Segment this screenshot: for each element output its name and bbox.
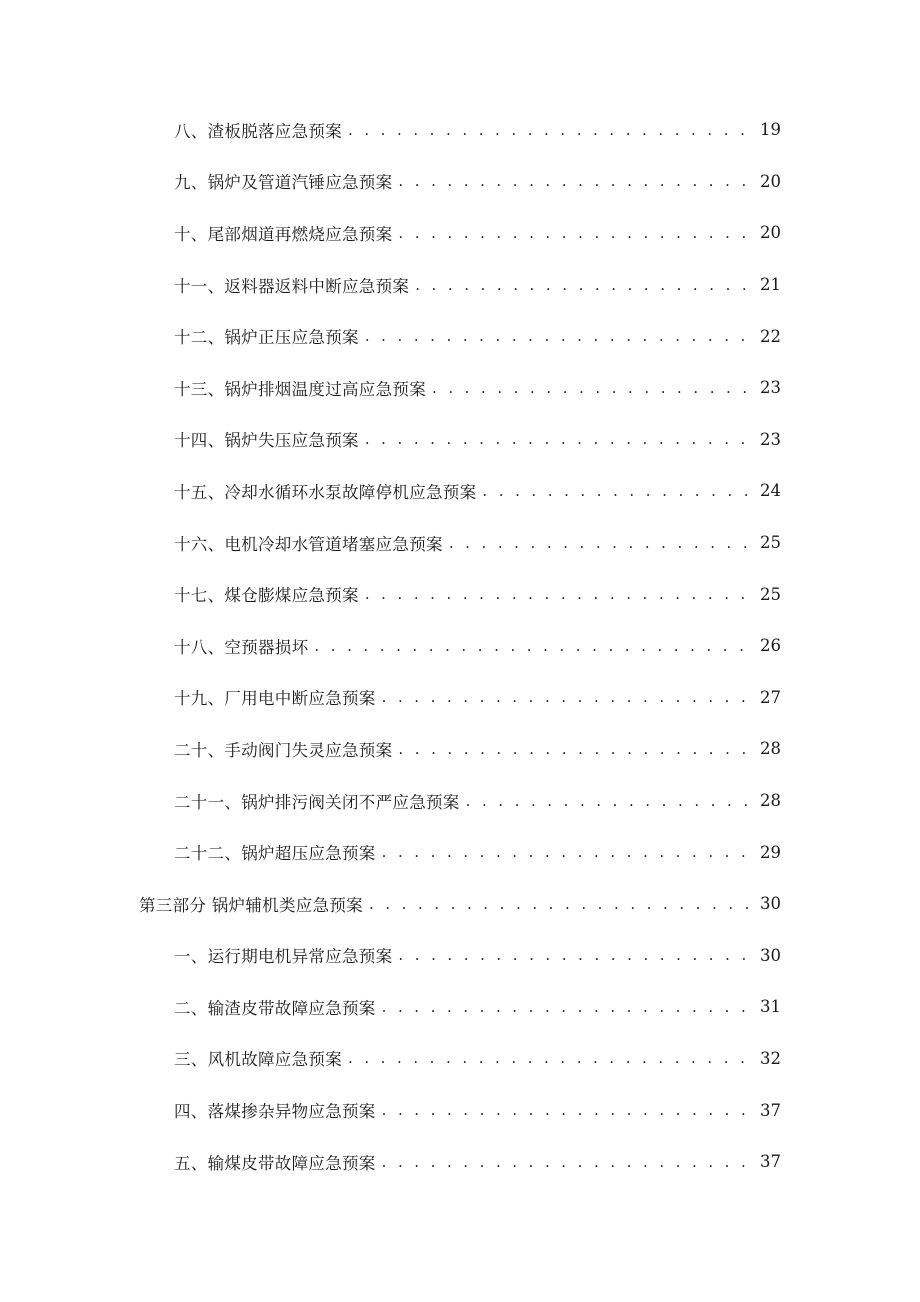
toc-entry-title: 九、锅炉及管道汽锤应急预案 — [174, 173, 393, 193]
toc-entry-title: 二十二、锅炉超压应急预案 — [174, 844, 376, 864]
toc-page-number: 23 — [760, 378, 781, 398]
toc-entry-title: 十七、煤仓膨煤应急预案 — [174, 586, 359, 606]
toc-entry[interactable] — [0, 104, 920, 156]
toc-page-number: 30 — [760, 945, 781, 965]
toc-entry[interactable] — [0, 362, 920, 414]
toc-entry-title: 十九、厂用电中断应急预案 — [174, 689, 376, 709]
toc-page-number: 26 — [760, 636, 781, 656]
toc-page-number: 28 — [760, 739, 781, 759]
toc-entry[interactable] — [0, 259, 920, 311]
toc-entry[interactable] — [0, 723, 920, 775]
toc-page-number: 20 — [760, 223, 781, 243]
toc-dot-leader — [415, 276, 754, 294]
toc-entry-title: 十二、锅炉正压应急预案 — [174, 328, 359, 348]
toc-dot-leader — [369, 895, 754, 913]
toc-entry-title: 十三、锅炉排烟温度过高应急预案 — [174, 379, 426, 399]
toc-dot-leader — [466, 792, 754, 810]
toc-dot-leader — [382, 1101, 754, 1119]
toc-entry-title: 十、尾部烟道再燃烧应急预案 — [174, 224, 393, 244]
toc-dot-leader — [348, 1049, 754, 1067]
toc-page-number: 24 — [760, 481, 781, 501]
toc-entry-title: 五、输煤皮带故障应急预案 — [174, 1153, 376, 1173]
toc-page-number: 21 — [760, 275, 781, 295]
table-of-contents — [0, 104, 920, 1187]
toc-page-number: 25 — [760, 584, 781, 604]
toc-page-number: 31 — [760, 997, 781, 1017]
toc-entry[interactable] — [0, 672, 920, 724]
toc-dot-leader — [365, 327, 754, 345]
toc-page-number: 25 — [760, 533, 781, 553]
toc-section-heading[interactable] — [0, 878, 920, 930]
toc-page-number: 28 — [760, 791, 781, 811]
toc-entry[interactable] — [0, 1084, 920, 1136]
toc-entry-title: 十八、空预器损坏 — [174, 637, 309, 657]
toc-page-number: 30 — [760, 894, 781, 914]
toc-entry-title: 二、输渣皮带故障应急预案 — [174, 998, 376, 1018]
toc-entry-title: 二十、手动阀门失灵应急预案 — [174, 740, 393, 760]
toc-dot-leader — [432, 379, 754, 397]
toc-entry[interactable] — [0, 414, 920, 466]
toc-dot-leader — [382, 998, 754, 1016]
toc-page-number: 29 — [760, 842, 781, 862]
toc-entry[interactable] — [0, 1136, 920, 1188]
toc-page-number: 37 — [760, 1152, 781, 1172]
toc-entry-title: 八、渣板脱落应急预案 — [174, 121, 342, 141]
toc-page-number: 20 — [760, 171, 781, 191]
toc-entry-title: 十六、电机冷却水管道堵塞应急预案 — [174, 534, 443, 554]
toc-entry-title: 十五、冷却水循环水泵故障停机应急预案 — [174, 482, 477, 502]
toc-dot-leader — [314, 637, 754, 655]
toc-dot-leader — [365, 585, 754, 603]
toc-entry-title: 二十一、锅炉排污阀关闭不严应急预案 — [174, 792, 460, 812]
toc-entry[interactable] — [0, 517, 920, 569]
toc-page-number: 27 — [760, 687, 781, 707]
toc-entry-title: 四、落煤掺杂异物应急预案 — [174, 1102, 376, 1122]
toc-dot-leader — [382, 688, 754, 706]
toc-dot-leader — [449, 534, 754, 552]
toc-entry[interactable] — [0, 930, 920, 982]
toc-entry[interactable] — [0, 826, 920, 878]
toc-dot-leader — [398, 946, 754, 964]
toc-entry[interactable] — [0, 981, 920, 1033]
toc-entry-title: 三、风机故障应急预案 — [174, 1050, 342, 1070]
toc-entry-title: 一、运行期电机异常应急预案 — [174, 947, 393, 967]
toc-entry[interactable] — [0, 775, 920, 827]
toc-dot-leader — [398, 224, 754, 242]
toc-dot-leader — [382, 1153, 754, 1171]
toc-page-number: 22 — [760, 326, 781, 346]
toc-page-number: 37 — [760, 1100, 781, 1120]
toc-page-number: 32 — [760, 1048, 781, 1068]
toc-page-number: 23 — [760, 429, 781, 449]
toc-entry-title: 第三部分 锅炉辅机类应急预案 — [139, 895, 363, 915]
toc-page-number: 19 — [760, 120, 781, 140]
toc-entry[interactable] — [0, 1033, 920, 1085]
toc-dot-leader — [365, 430, 754, 448]
toc-entry-title: 十一、返料器返料中断应急预案 — [174, 276, 410, 296]
toc-entry[interactable] — [0, 310, 920, 362]
toc-entry[interactable] — [0, 156, 920, 208]
toc-dot-leader — [482, 482, 754, 500]
toc-entry[interactable] — [0, 620, 920, 672]
toc-entry[interactable] — [0, 465, 920, 517]
toc-entry[interactable] — [0, 207, 920, 259]
toc-dot-leader — [348, 121, 754, 139]
toc-entry-title: 十四、锅炉失压应急预案 — [174, 431, 359, 451]
toc-entry[interactable] — [0, 568, 920, 620]
toc-dot-leader — [382, 843, 754, 861]
toc-dot-leader — [398, 740, 754, 758]
toc-dot-leader — [398, 172, 754, 190]
